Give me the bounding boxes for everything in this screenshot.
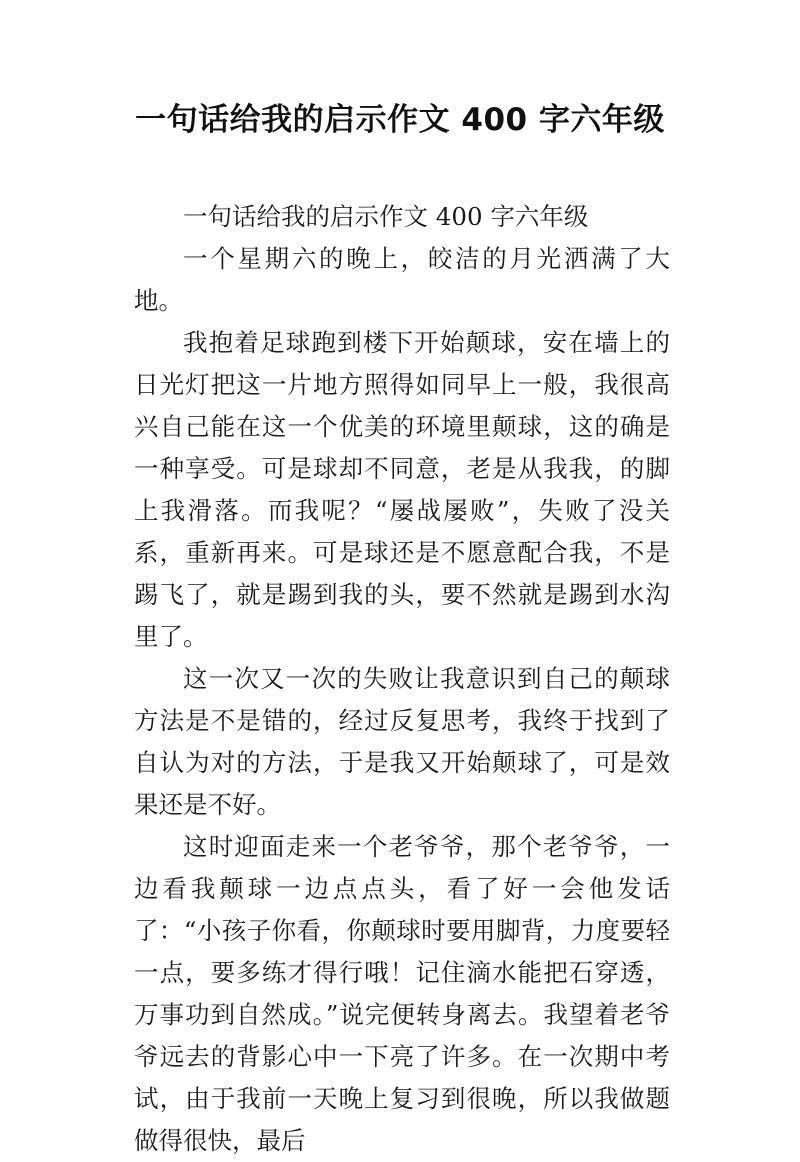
paragraph-grandpa-advice: 这时迎面走来一个老爷爷，那个老爷爷，一边看我颠球一边点点头，看了好一会他发话了：“小孩子你看，你颠球时要用脚背，力度要轻一点，要多练才得行哦！记住滴水能把石穿透，万事功到自然成。”说完便转身离去。我望着老爷爷远去的背影心中一下亮了许多。在一次期中考试，由于我前一天晚上复习到很晚，所以我做题做得很快，最后	[134, 832, 670, 1155]
paragraph-subtitle: 一句话给我的启示作文 400 字六年级	[183, 202, 589, 231]
paragraph-reflection: 这一次又一次的失败让我意识到自己的颠球方法是不是错的，经过反复思考，我终于找到了自认为对的方法，于是我又开始颠球了，可是效果还是不好。	[134, 664, 670, 819]
document-title: 一句话给我的启示作文 400 字六年级	[135, 102, 665, 138]
document-body	[134, 196, 670, 1162]
paragraph-juggling: 我抱着足球跑到楼下开始颠球，安在墙上的日光灯把这一片地方照得如同早上一般，我很高兴自己能在这一个优美的环境里颠球，这的确是一种享受。可是球却不同意，老是从我我，的脚上我滑落。而我呢？“屡战屡败”，失败了没关系，重新再来。可是球还是不愿意配合我，不是踢飞了，就是踢到我的头，要不然就是踢到水沟里了。	[134, 328, 670, 651]
paragraph-opening: 一个星期六的晚上，皎洁的月光洒满了大地。	[134, 244, 670, 315]
